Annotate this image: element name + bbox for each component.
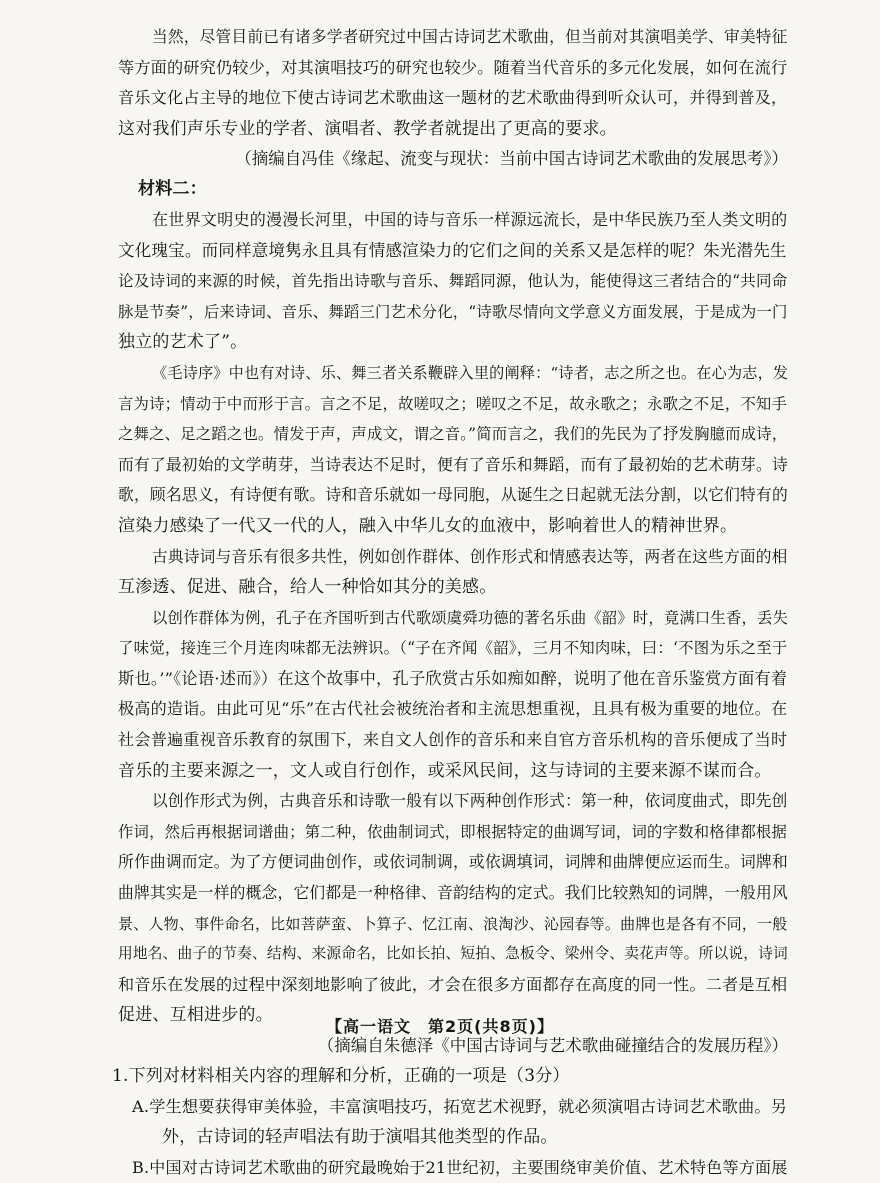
text-line: 作词，然后再根据词谱曲；第二种，依曲制词式，即根据特定的曲调写词，词的字数和格律都根据 — [118, 822, 788, 841]
text-line: 当然，尽管目前已有诸多学者研究过中国古诗词艺术歌曲，但当前对其演唱美学、审美特征 — [152, 27, 788, 46]
question-1: 1.下列对材料相关内容的理解和分析，正确的一项是（3分） — [112, 1066, 570, 1086]
source-citation-2: （摘编自朱德泽《中国古诗词与艺术歌曲碰撞结合的发展历程》） — [317, 1036, 788, 1055]
option-a — [118, 1092, 794, 1153]
text-line: 互渗透、促进、融合，给人一种恰如其分的美感。 — [118, 577, 497, 598]
text-line: 渲染力感染了一代又一代的人，融入中华儿女的血液中，影响着世人的精神世界。 — [118, 515, 738, 536]
paragraph-2 — [118, 205, 794, 358]
text-line: 促进、互相进步的。 — [118, 1005, 273, 1026]
text-line: 歌，顾名思义，有诗便有歌。诗和音乐就如一母同胞，从诞生之日起就无法分割，以它们特有的 — [118, 485, 788, 505]
text-line: 论及诗词的来源的时候，首先指出诗歌与音乐、舞蹈同源，他认为，能使得这三者结合的“共同命 — [118, 272, 788, 291]
text-line: 这对我们声乐专业的学者、演唱者、教学者就提出了更高的要求。 — [118, 118, 617, 139]
text-line: 了味觉，接连三个月连肉味都无法辨识。（“子在齐闻《韶》，三月不知肉味，曰：‘不图为乐之至于 — [118, 639, 788, 658]
text-line: 以创作形式为例，古典音乐和诗歌一般有以下两种创作形式：第一种，依词度曲式，即先创 — [152, 791, 788, 811]
text-line: 《毛诗序》中也有对诗、乐、舞三者关系鞭辟入里的阐释：“诗者，志之所之也。在心为志，发 — [152, 363, 789, 382]
text-line: 社会普遍重视音乐教育的氛围下，来自文人创作的音乐和来自官方音乐机构的音乐便成了当时 — [118, 730, 788, 750]
text-line: 言为诗；情动于中而形于言。言之不足，故嗟叹之；嗟叹之不足，故永歌之；永歌之不足，不知手 — [118, 394, 788, 413]
text-line: 和音乐在发展的过程中深刻地影响了彼此，才会在很多方面都存在高度的同一性。二者是互相 — [118, 974, 788, 994]
paragraph-3 — [118, 358, 794, 542]
option-line: B.中国对古诗词艺术歌曲的研究最晚始于21世纪初，主要围绕审美价值、艺术特色等方面展 — [132, 1157, 788, 1177]
page-footer: 【高一语文 第2页(共8页)】 — [326, 1017, 554, 1036]
text-line: 用地名、曲子的节奏、结构、来源命名，比如长拍、短拍、急板令、梁州令、卖花声等。所以说，诗词 — [118, 945, 788, 963]
text-line: 所作曲调而定。为了方便词曲创作，或依词制调，或依调填词，词牌和曲牌便应运而生。词牌和 — [118, 852, 788, 872]
paragraph-1 — [118, 22, 794, 144]
text-line: 在世界文明史的漫漫长河里，中国的诗与音乐一样源远流长，是中华民族乃至人类文明的 — [152, 209, 788, 229]
option-line: A.学生想要获得审美体验，丰富演唱技巧，拓宽艺术视野，就必须演唱古诗词艺术歌曲。另 — [132, 1096, 788, 1116]
text-line: 极高的造诣。由此可见“乐”在古代社会被统治者和主流思想重视，且具有极为重要的地位。在 — [118, 699, 788, 719]
text-line: 独立的艺术了”。 — [118, 332, 248, 353]
text-line: 以创作群体为例，孔子在齐国听到古代歌颂虞舜功德的著名乐曲《韶》时，竟满口生香，丢失 — [152, 608, 789, 627]
text-line: 等方面的研究仍较少，对其演唱技巧的研究也较少。随着当代音乐的多元化发展，如何在流行 — [118, 57, 788, 77]
text-line: 音乐文化占主导的地位下使古诗词艺术歌曲这一题材的艺术歌曲得到听众认可，并得到普及， — [118, 88, 788, 108]
text-line: 而有了最初始的文学萌芽，当诗表达不足时，便有了音乐和舞蹈，而有了最初始的艺术萌芽。诗 — [118, 454, 788, 474]
paragraph-6 — [118, 786, 794, 1031]
material-2-heading: 材料二： — [138, 179, 207, 200]
text-line: 文化瑰宝。而同样意境隽永且具有情感渲染力的它们之间的关系又是怎样的呢？朱光潜先生 — [118, 240, 787, 260]
text-line: 之舞之、足之蹈之也。情发于声，声成文，谓之音。”简而言之，我们的先民为了抒发胸臆而成诗， — [118, 425, 788, 444]
option-line: 外，古诗词的轻声唱法有助于演唱其他类型的作品。 — [162, 1127, 558, 1148]
source-citation-1: （摘编自冯佳《缘起、流变与现状：当前中国古诗词艺术歌曲的发展思考》） — [235, 149, 788, 169]
text-line: 古典诗词与音乐有很多共性，例如创作群体、创作形式和情感表达等，两者在这些方面的相 — [152, 546, 788, 566]
paragraph-5 — [118, 603, 794, 787]
text-line: 景、人物、事件命名，比如菩萨蛮、卜算子、忆江南、浪淘沙、沁园春等。曲牌也是各有不同，一般 — [118, 914, 788, 933]
text-line: 曲牌其实是一样的概念，它们都是一种格律、音韵结构的定式。我们比较熟知的词牌，一般用风 — [118, 883, 788, 903]
option-b — [118, 1153, 794, 1183]
text-line: 音乐的主要来源之一，文人或自行创作，或采风民间，这与诗词的主要来源不谋而合。 — [118, 760, 772, 781]
text-line: 斯也。’”《论语·述而》）在这个故事中，孔子欣赏古乐如痴如醉，说明了他在音乐鉴赏方面有着 — [118, 668, 788, 688]
paragraph-4 — [118, 542, 794, 603]
text-line: 脉是节奏”，后来诗词、音乐、舞蹈三门艺术分化，“诗歌尽情向文学意义方面发展，于是成为一门 — [118, 302, 788, 321]
